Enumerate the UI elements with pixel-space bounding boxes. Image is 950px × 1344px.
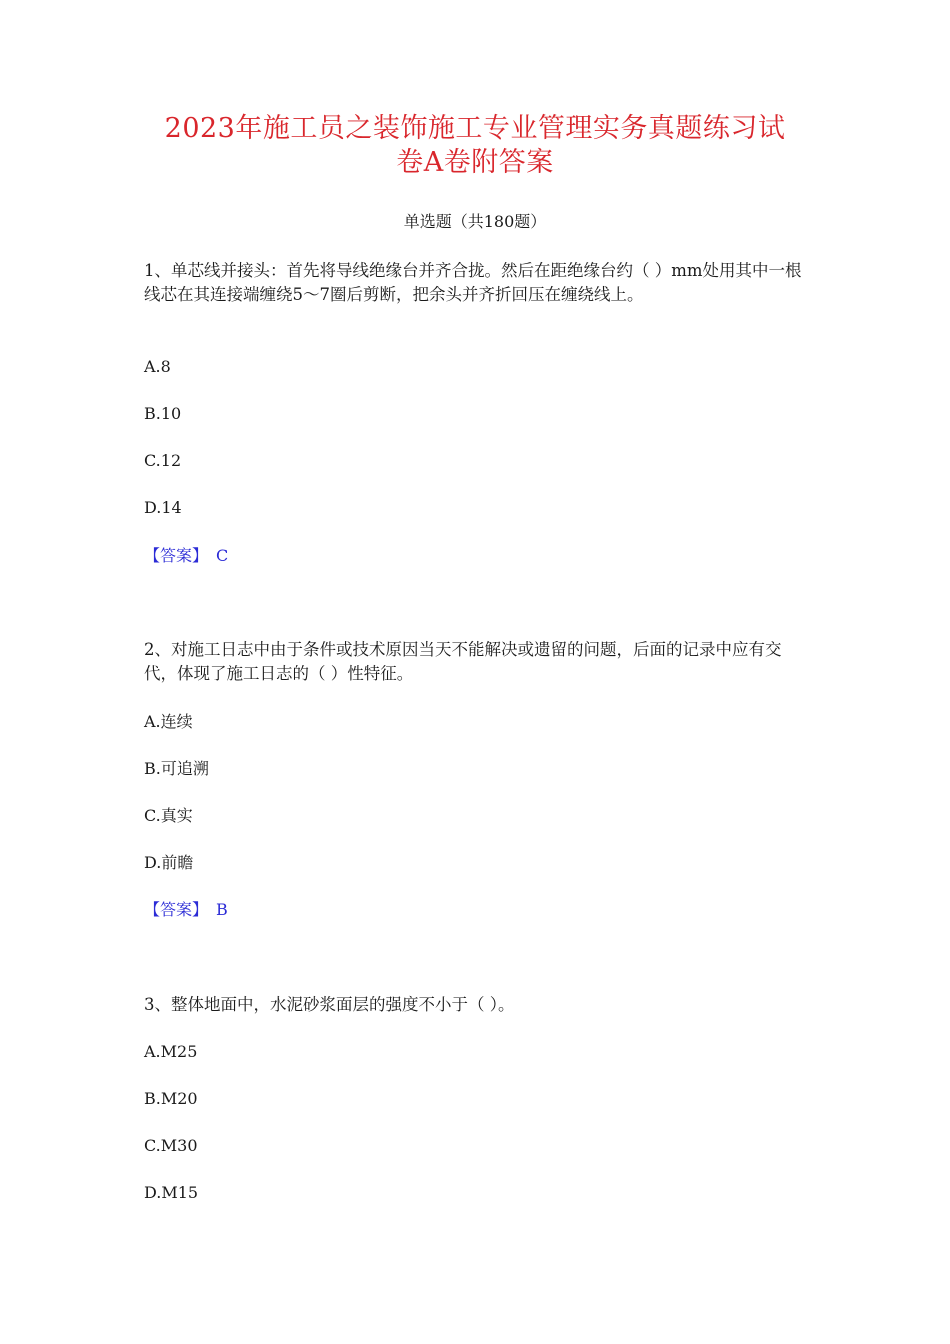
question-1-option-a: A.8 (144, 357, 171, 376)
question-1-answer (144, 545, 228, 567)
document-title-line1: 2023年施工员之装饰施工专业管理实务真题练习试 (164, 113, 786, 144)
question-2-option-c: C.真实 (144, 806, 193, 825)
question-2-stem: 2、对施工日志中由于条件或技术原因当天不能解决或遗留的问题，后面的记录中应有交代，体现了施工日志的（ ）性特征。 (144, 640, 782, 683)
question-2-option-a: A.连续 (144, 712, 193, 731)
question-3-stem: 3、整体地面中，水泥砂浆面层的强度不小于（ ）。 (144, 995, 515, 1014)
question-2-answer (144, 899, 228, 921)
answer-label: 【答案】 (144, 900, 209, 919)
question-1-stem: 1、单芯线并接头：首先将导线绝缘台并齐合拢。然后在距绝缘台约（ ）mm处用其中一根线芯在其连接端缠绕5～7圈后剪断，把余头并齐折回压在缠绕线上。 (144, 261, 802, 304)
question-2-option-b: B.可追溯 (144, 759, 209, 778)
question-3 (144, 993, 814, 1017)
question-3-option-b: B.M20 (144, 1089, 198, 1108)
answer-value: C (216, 546, 229, 565)
question-1-option-b: B.10 (144, 404, 182, 423)
question-1-option-c: C.12 (144, 451, 182, 470)
document-title-line2: 卷A卷附答案 (396, 147, 554, 178)
section-heading: 单选题（共180题） (403, 212, 547, 231)
answer-value: B (216, 900, 228, 919)
question-1-option-d: D.14 (144, 498, 182, 517)
question-2-option-d: D.前瞻 (144, 853, 194, 872)
question-2 (144, 638, 814, 686)
question-3-option-d: D.M15 (144, 1183, 199, 1202)
question-1 (144, 259, 814, 307)
answer-label: 【答案】 (144, 546, 209, 565)
question-3-option-c: C.M30 (144, 1136, 198, 1155)
question-3-option-a: A.M25 (144, 1042, 198, 1061)
